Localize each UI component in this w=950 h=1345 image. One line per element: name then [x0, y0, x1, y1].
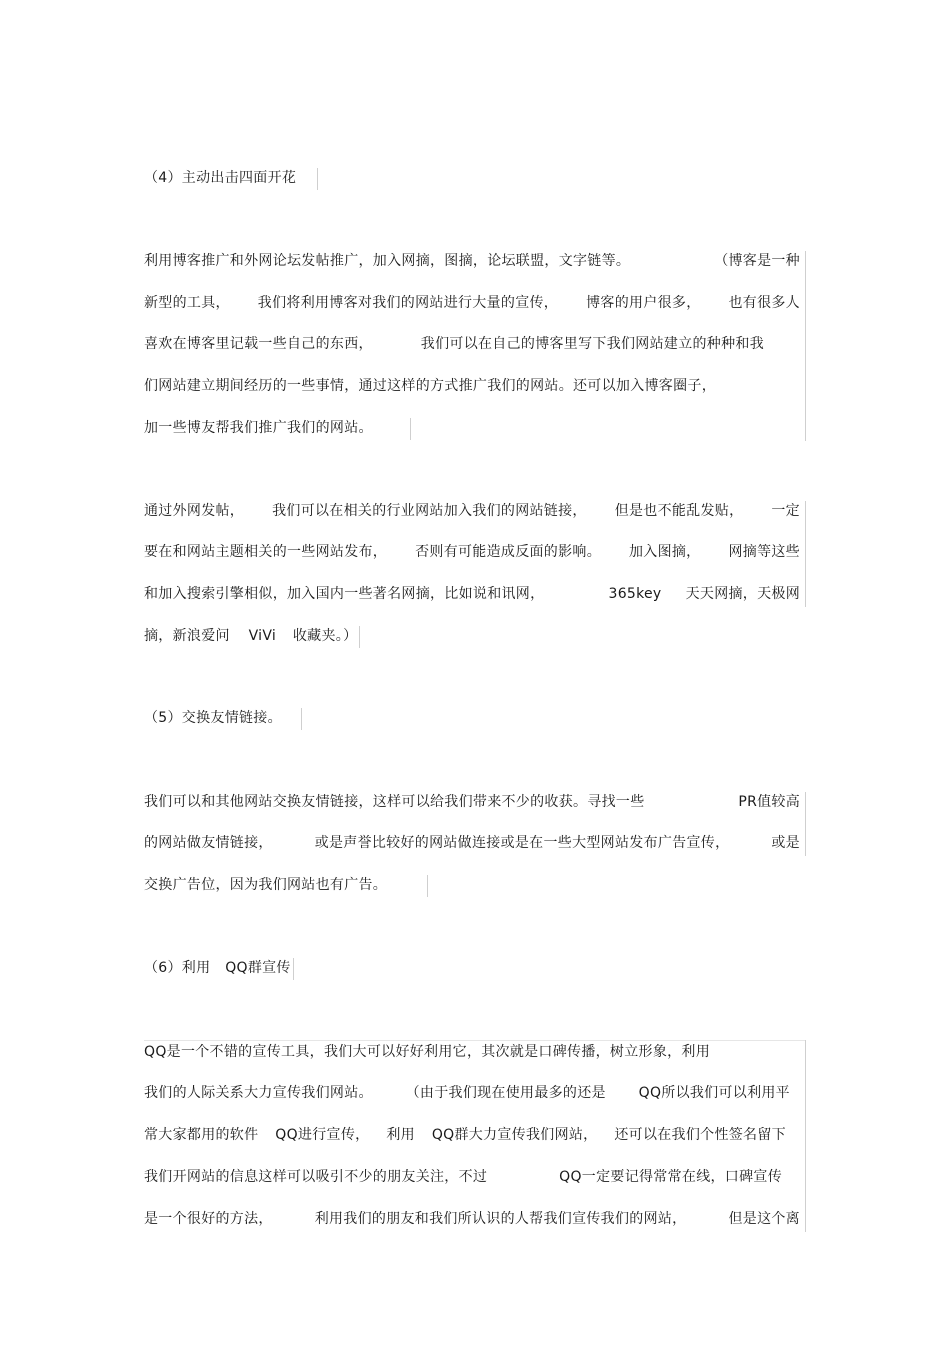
text-segment: 博客的用户很多，	[586, 295, 701, 311]
text-segment: 也有很多人	[728, 295, 800, 311]
text-box-edge	[317, 168, 318, 190]
text-segment: 我们将利用博客对我们的网站进行大量的宣传，	[257, 295, 559, 311]
text-segment: 我们可以和其他网站交换友情链接，这样可以给我们带来不少的收获。寻找一些	[144, 794, 645, 810]
text-segment: PR值较高	[738, 794, 800, 810]
text-segment: 或是声誉比较好的网站做连接或是在一些大型网站发布广告宣传，	[314, 835, 730, 851]
text-segment: 要在和网站主题相关的一些网站发布，	[144, 544, 388, 560]
text-segment: 和加入搜索引擎相似，加入国内一些著名网摘，比如说和讯网，	[144, 586, 545, 602]
paragraph-line: 加一些博友帮我们推广我们的网站。	[144, 420, 373, 436]
text-segment: （博客是一种	[714, 253, 800, 269]
text-box-edge	[410, 418, 411, 440]
text-segment: 一定	[771, 503, 800, 519]
text-segment: 我们的人际关系大力宣传我们网站。	[144, 1085, 373, 1101]
text-segment: QQ群大力宣传我们网站，	[431, 1127, 598, 1143]
text-segment: 但是这个离	[728, 1211, 800, 1227]
text-box-edge	[144, 1040, 805, 1041]
text-segment: 网摘等这些	[728, 544, 800, 560]
text-box-edge	[805, 251, 806, 441]
text-segment: （由于我们现在使用最多的还是	[405, 1085, 606, 1101]
paragraph-line	[144, 1125, 786, 1145]
text-segment: （6）利用	[144, 960, 211, 976]
paragraph-line	[144, 1167, 782, 1187]
text-segment: 的网站做友情链接，	[144, 835, 273, 851]
text-segment: 通过外网发帖，	[144, 503, 245, 519]
text-segment: 或是	[771, 835, 800, 851]
paragraph-line: 们网站建立期间经历的一些事情，通过这样的方式推广我们的网站。还可以加入博客圈子，	[144, 378, 716, 394]
text-box-edge	[805, 501, 806, 607]
text-segment: QQ一定要记得常常在线，口碑宣传	[559, 1169, 782, 1185]
text-box-edge	[293, 958, 294, 980]
text-segment: QQ所以我们可以利用平	[638, 1085, 790, 1101]
text-segment: 我们开网站的信息这样可以吸引不少的朋友关注，不过	[144, 1169, 488, 1185]
text-segment: 天天网摘，天极网	[685, 586, 800, 602]
paragraph-line	[144, 626, 357, 646]
text-box-edge	[805, 1040, 806, 1232]
text-segment: 摘，新浪爱问	[144, 628, 230, 644]
paragraph-line	[144, 251, 800, 271]
paragraph-line	[144, 584, 800, 604]
paragraph-line	[144, 542, 800, 562]
paragraph-line	[144, 501, 800, 521]
paragraph-line	[144, 792, 800, 812]
section-heading-6	[144, 958, 291, 978]
paragraph-line	[144, 1083, 790, 1103]
text-segment: 利用我们的朋友和我们所认识的人帮我们宣传我们的网站，	[314, 1211, 687, 1227]
paragraph-line	[144, 833, 800, 853]
text-segment: 加入图摘，	[628, 544, 701, 560]
text-box-edge	[427, 875, 428, 897]
paragraph-line	[144, 293, 800, 313]
text-segment: 我们可以在相关的行业网站加入我们的网站链接，	[272, 503, 587, 519]
text-segment: 还可以在我们个性签名留下	[614, 1127, 786, 1143]
text-box-edge	[359, 626, 360, 648]
text-segment: 我们可以在自己的博客里写下我们网站建立的种种和我	[420, 336, 764, 352]
text-segment: 利用博客推广和外网论坛发帖推广，加入网摘，图摘，论坛联盟，文字链等。	[144, 253, 631, 269]
text-segment: 常大家都用的软件	[144, 1127, 259, 1143]
text-segment: 365key	[608, 586, 662, 602]
paragraph-line: 交换广告位，因为我们网站也有广告。	[144, 877, 388, 893]
text-box-edge	[301, 708, 302, 730]
paragraph-line	[144, 1209, 800, 1229]
text-segment: ViVi	[248, 628, 277, 644]
text-segment: QQ群宣传	[225, 960, 291, 976]
paragraph-line	[144, 334, 764, 354]
text-segment: 喜欢在博客里记载一些自己的东西，	[144, 336, 373, 352]
text-box-edge	[805, 792, 806, 856]
section-heading-5: （5）交换友情链接。	[144, 710, 282, 726]
text-segment: 但是也不能乱发贴，	[614, 503, 744, 519]
text-segment: QQ进行宣传，	[275, 1127, 370, 1143]
text-segment: 是一个很好的方法，	[144, 1211, 273, 1227]
section-heading-4: （4）主动出击四面开花	[144, 170, 297, 186]
paragraph-line: QQ是一个不错的宣传工具，我们大可以好好利用它，其次就是口碑传播，树立形象，利用	[144, 1044, 711, 1060]
text-segment: 利用	[386, 1127, 415, 1143]
text-segment: 收藏夹。）	[292, 628, 358, 644]
text-segment: 新型的工具，	[144, 295, 230, 311]
text-segment: 否则有可能造成反面的影响。	[415, 544, 601, 560]
